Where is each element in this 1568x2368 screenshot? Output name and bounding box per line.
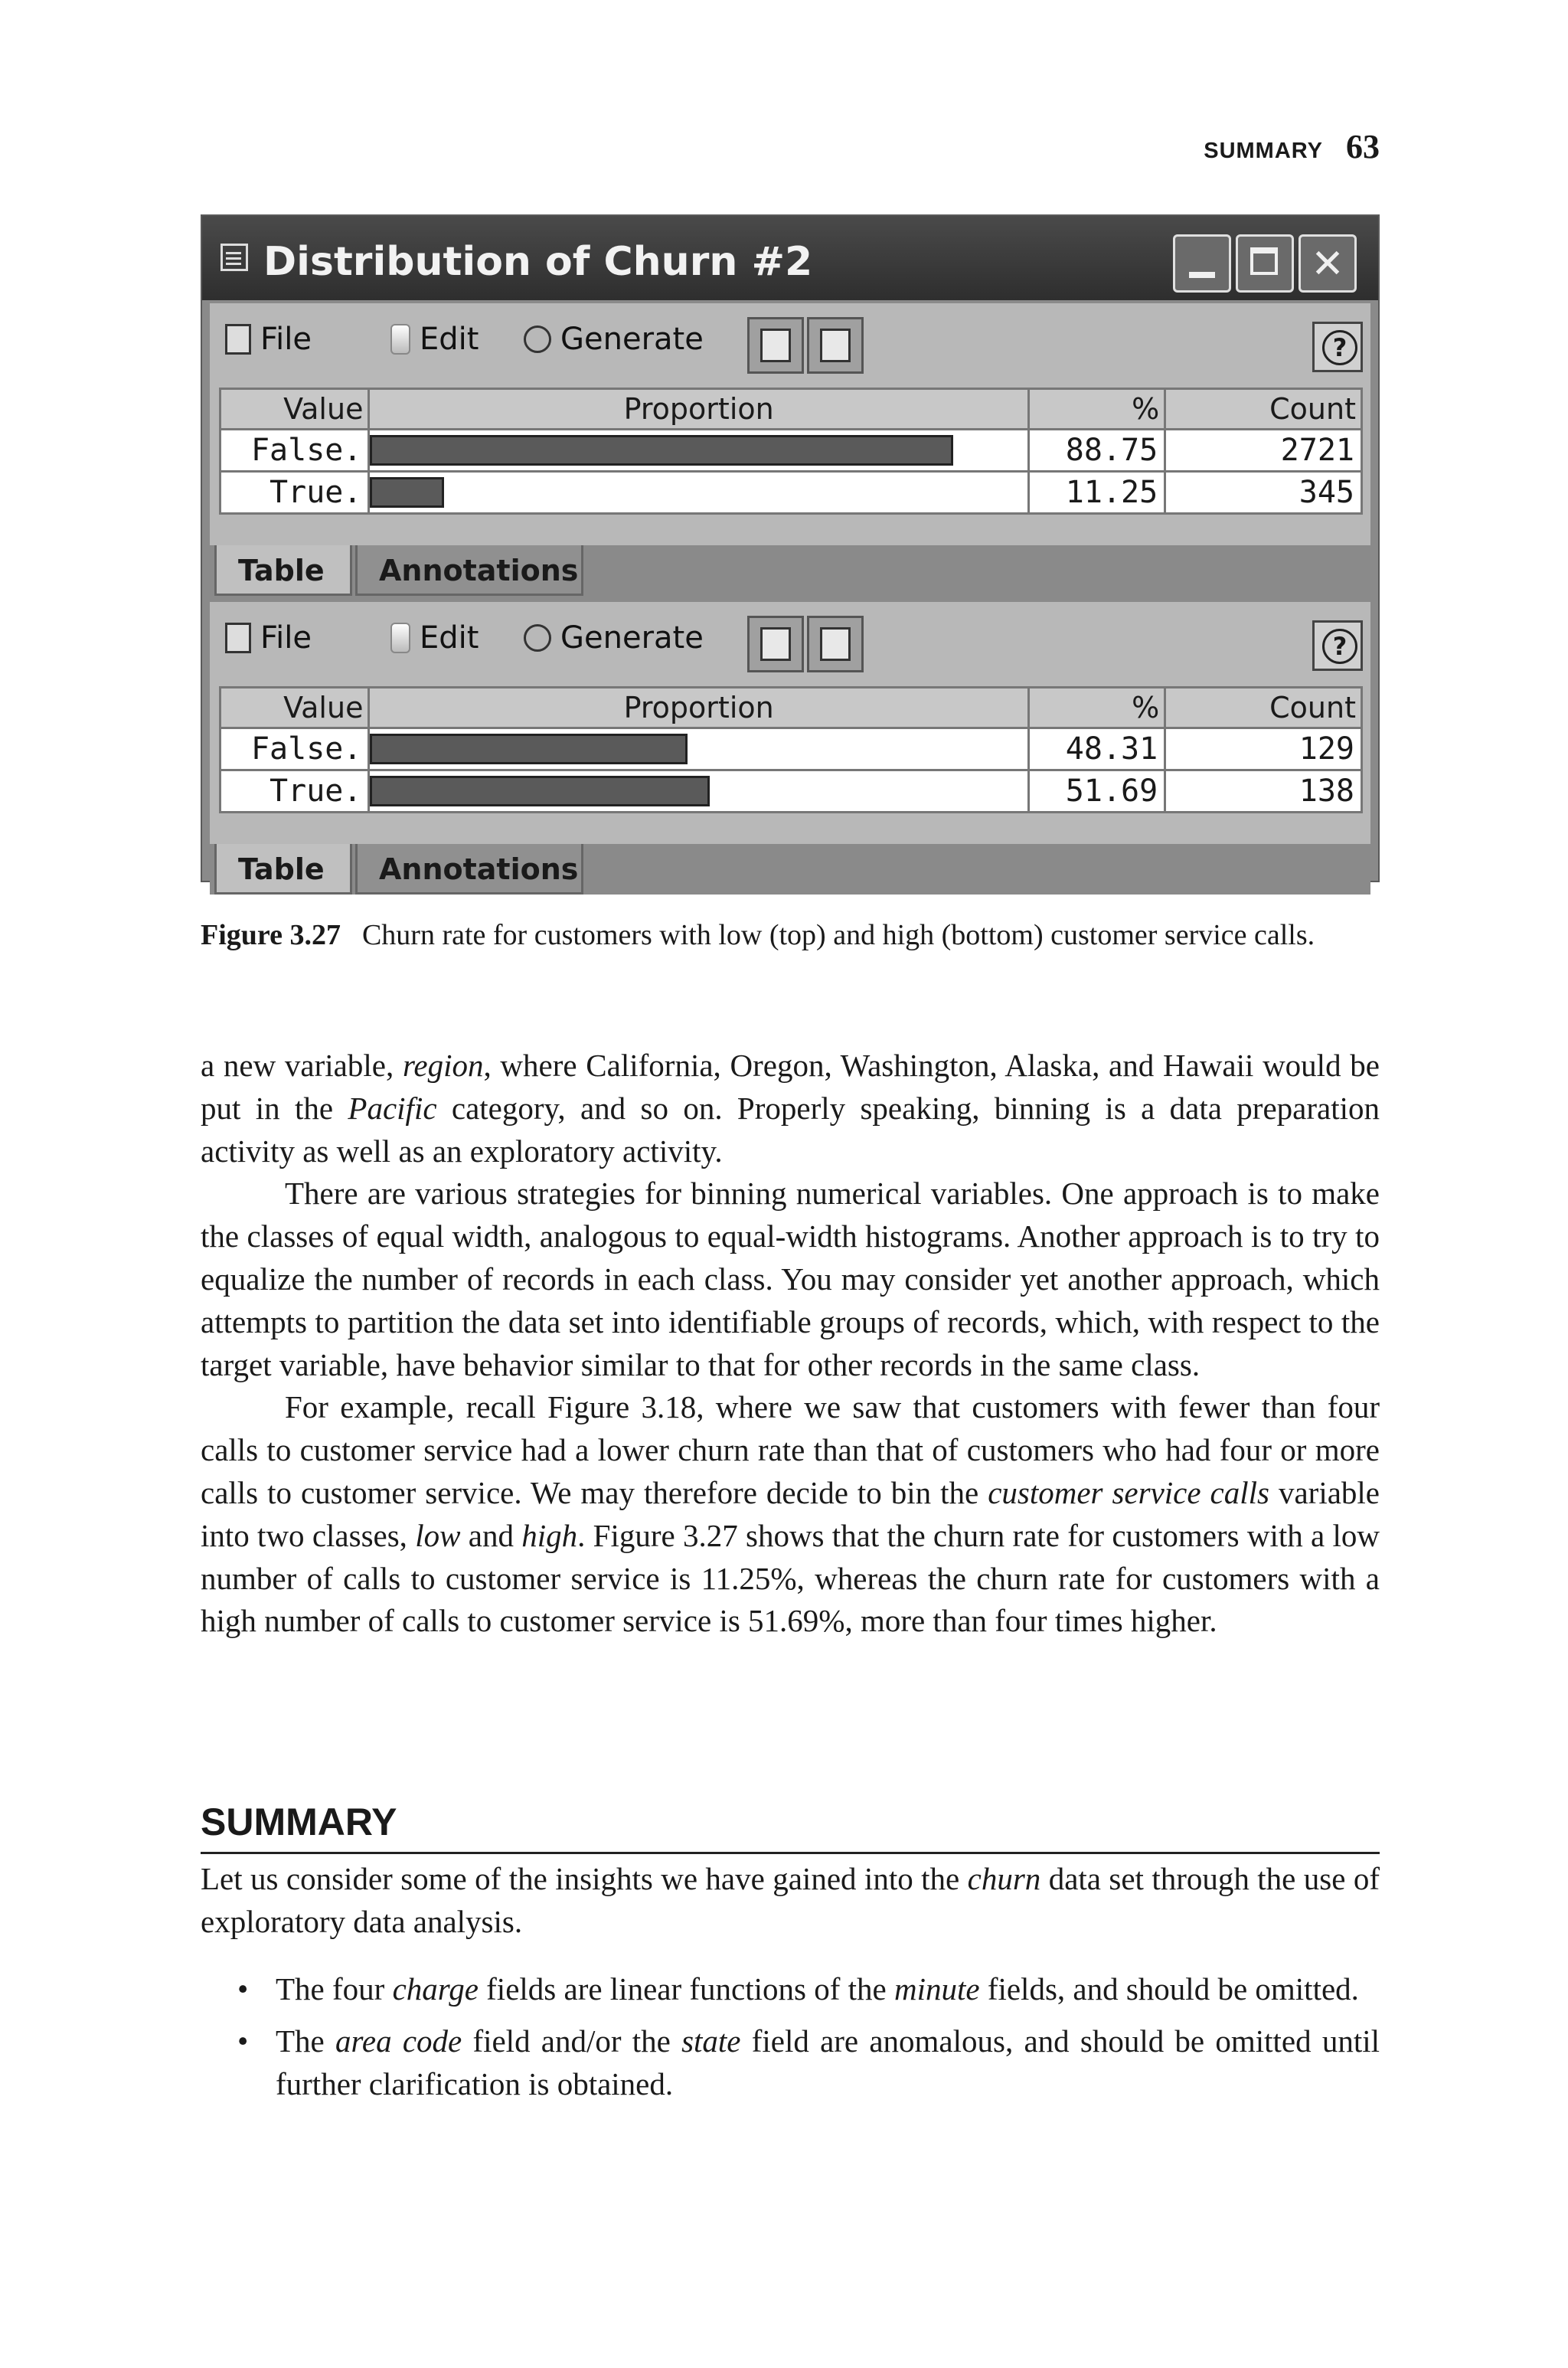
- cell-value: False.: [220, 728, 369, 770]
- col-header-value[interactable]: Value: [220, 688, 369, 728]
- window-titlebar: [202, 216, 1378, 300]
- text-run-italic: minute: [893, 1971, 980, 2007]
- print-button[interactable]: [807, 616, 864, 672]
- text-run-italic: charge: [392, 1971, 479, 2007]
- text-run: a new variable,: [201, 1048, 403, 1083]
- help-icon: ?: [1322, 629, 1357, 664]
- text-run-italic: state: [681, 2023, 741, 2059]
- window-app-icon: [220, 244, 248, 271]
- export-button[interactable]: [747, 317, 804, 374]
- text-run: and: [460, 1517, 522, 1553]
- table-row[interactable]: [220, 472, 1362, 514]
- menu-edit[interactable]: [390, 620, 479, 656]
- help-icon: ?: [1322, 330, 1357, 365]
- list-item: [237, 2020, 1380, 2106]
- proportion-bar: [370, 435, 953, 466]
- help-button[interactable]: [1312, 322, 1363, 372]
- text-run: fields, and should be omitted.: [979, 1971, 1359, 2007]
- col-header-proportion[interactable]: Proportion: [369, 389, 1028, 430]
- tab-strip: [210, 844, 1370, 895]
- edit-icon: [390, 623, 410, 653]
- list-item: [237, 1968, 1380, 2011]
- print-button[interactable]: [807, 317, 864, 374]
- distribution-panel-low: [210, 303, 1370, 596]
- paragraph: [201, 1386, 1380, 1643]
- menu-edit-label: Edit: [420, 322, 479, 357]
- menu-generate-label: Generate: [560, 322, 704, 357]
- file-icon: [225, 623, 251, 653]
- table-row[interactable]: [220, 728, 1362, 770]
- paragraph: [201, 1858, 1380, 1944]
- menu-bar: [210, 303, 1370, 383]
- edit-icon: [390, 324, 410, 355]
- menu-file-label: File: [260, 620, 312, 656]
- tab-annotations[interactable]: Annotations: [355, 844, 583, 895]
- proportion-bar: [370, 734, 688, 764]
- page-number: 63: [1346, 128, 1380, 165]
- menu-generate-label: Generate: [560, 620, 704, 656]
- cell-count: 2721: [1165, 430, 1362, 472]
- col-header-proportion[interactable]: Proportion: [369, 688, 1028, 728]
- export-icon: [760, 329, 791, 362]
- menu-file-label: File: [260, 322, 312, 357]
- help-button[interactable]: [1312, 620, 1363, 671]
- tab-table[interactable]: Table: [214, 844, 352, 895]
- minimize-icon[interactable]: [1173, 234, 1231, 293]
- window-title: Distribution of Churn #2: [263, 239, 813, 285]
- cell-percent: 48.31: [1028, 728, 1165, 770]
- cell-percent: 88.75: [1028, 430, 1165, 472]
- cell-proportion: [369, 770, 1028, 813]
- running-head: [1204, 127, 1380, 166]
- maximize-icon[interactable]: [1236, 234, 1294, 293]
- tab-table[interactable]: Table: [214, 545, 352, 596]
- figure-screenshot-window: [201, 214, 1380, 886]
- print-icon: [820, 627, 851, 661]
- text-run-italic: high: [521, 1517, 578, 1553]
- tab-strip: [210, 545, 1370, 596]
- text-run-italic: customer service calls: [988, 1474, 1269, 1510]
- distribution-table: [219, 388, 1363, 515]
- text-run: , where California, Oregon, Washington, Alaska, and Hawaii would be put in the: [201, 1048, 1380, 1126]
- col-header-percent[interactable]: %: [1028, 389, 1165, 430]
- summary-intro: [201, 1858, 1380, 1944]
- text-run-italic: area code: [335, 2023, 462, 2059]
- menu-generate[interactable]: [524, 322, 704, 357]
- cell-value: True.: [220, 472, 369, 514]
- figure-label: Figure 3.27: [201, 919, 341, 951]
- text-run: For example, recall Figure 3.18, where we saw that customers with fewer than four calls to customer service had a lower churn rate than that of customers who had four or more calls to customer service. We may therefore decide to bin the: [201, 1389, 1380, 1510]
- tab-annotations[interactable]: Annotations: [355, 545, 583, 596]
- proportion-bar: [370, 477, 444, 508]
- menu-generate[interactable]: [524, 620, 704, 656]
- menu-bar: [210, 602, 1370, 682]
- distribution-panel-high: [210, 602, 1370, 895]
- body-text: [201, 1045, 1380, 1643]
- menu-file[interactable]: [225, 322, 312, 357]
- generate-icon: [524, 325, 551, 353]
- col-header-percent[interactable]: %: [1028, 688, 1165, 728]
- text-run-italic: Pacific: [348, 1090, 437, 1126]
- caption-text: Churn rate for customers with low (top) and high (bottom) customer service calls.: [361, 919, 1315, 951]
- text-run: . Figure 3.27 shows that the churn rate for customers with a low number of calls to customer service is 11.25%, whereas the churn rate for customers with a high number of calls to customer service is 51.69%, more than four times higher.: [201, 1517, 1380, 1639]
- menu-edit-label: Edit: [420, 620, 479, 656]
- text-run: category, and so on. Properly speaking, binning is a data preparation activity as well as an exploratory activity.: [201, 1090, 1380, 1169]
- menu-file[interactable]: [225, 620, 312, 656]
- export-button[interactable]: [747, 616, 804, 672]
- running-title: SUMMARY: [1204, 139, 1323, 163]
- text-run-italic: churn: [967, 1861, 1041, 1896]
- text-run: The: [276, 2023, 335, 2059]
- close-icon[interactable]: [1298, 234, 1357, 293]
- text-run: fields are linear functions of the: [478, 1971, 894, 2007]
- text-run: variable into two classes,: [201, 1474, 1380, 1553]
- generate-icon: [524, 624, 551, 652]
- distribution-table: [219, 686, 1363, 813]
- section-heading: SUMMARY: [201, 1800, 1380, 1854]
- cell-proportion: [369, 472, 1028, 514]
- col-header-count[interactable]: Count: [1165, 688, 1362, 728]
- text-run-italic: region: [402, 1048, 484, 1083]
- text-run-italic: low: [415, 1517, 461, 1553]
- text-run: data set through the use of exploratory data analysis.: [201, 1861, 1380, 1939]
- proportion-bar: [370, 776, 710, 806]
- table-row[interactable]: [220, 430, 1362, 472]
- col-header-value[interactable]: Value: [220, 389, 369, 430]
- cell-value: True.: [220, 770, 369, 813]
- text-run: field are anomalous, and should be omitted until further clarification is obtained.: [276, 2023, 1380, 2101]
- cell-percent: 51.69: [1028, 770, 1165, 813]
- cell-percent: 11.25: [1028, 472, 1165, 514]
- text-run: field and/or the: [462, 2023, 682, 2059]
- print-icon: [820, 329, 851, 362]
- cell-count: 345: [1165, 472, 1362, 514]
- cell-value: False.: [220, 430, 369, 472]
- export-icon: [760, 627, 791, 661]
- menu-edit[interactable]: [390, 322, 479, 357]
- paragraph: There are various strategies for binning numerical variables. One approach is to make the classes of equal width, analogous to equal-width histograms. Another approach is to try to equalize the number of records in each class. You may consider yet another approach, which attempts to partition the data set into identifiable groups of records, which, with respect to the target variable, have behavior similar to that for other records in the same class.: [201, 1176, 1380, 1382]
- text-run: The four: [276, 1971, 393, 2007]
- bullet-list: [237, 1968, 1380, 2105]
- table-row[interactable]: [220, 770, 1362, 813]
- cell-count: 129: [1165, 728, 1362, 770]
- col-header-count[interactable]: Count: [1165, 389, 1362, 430]
- text-run: Let us consider some of the insights we have gained into the: [201, 1861, 968, 1896]
- figure-caption: [201, 916, 1380, 954]
- cell-proportion: [369, 430, 1028, 472]
- cell-count: 138: [1165, 770, 1362, 813]
- file-icon: [225, 324, 251, 355]
- paragraph: [201, 1045, 1380, 1173]
- cell-proportion: [369, 728, 1028, 770]
